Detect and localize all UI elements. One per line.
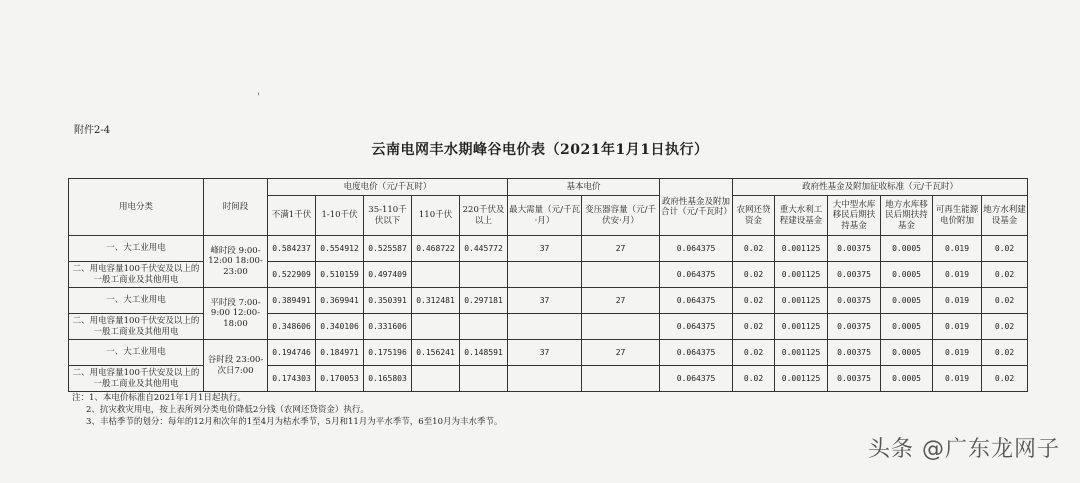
watermark: 头条 @广东龙网子 [868,437,1060,462]
demand-price-cell: 37 [508,288,582,314]
energy-price-cell: 0.369941 [316,288,364,314]
transformer-price-cell: 27 [582,236,660,262]
surcharge-total-cell: 0.064375 [660,366,733,392]
tariff-table-body [69,236,1028,392]
surcharge-fee-cell: 0.02 [982,262,1028,288]
energy-price-cell: 0.148591 [460,340,508,366]
energy-price-cell: 0.174303 [268,366,316,392]
surcharge-fee-cell: 0.019 [933,236,982,262]
surcharge-fee-cell: 0.0005 [881,236,933,262]
header-surcharge-group: 政府性基金及附加征收标准（元/千瓦时） [733,179,1028,196]
surcharge-fee-cell: 0.02 [733,366,775,392]
time-period-cell: 谷时段 23:00-次日7:00 [204,340,268,392]
transformer-price-cell: 27 [582,288,660,314]
header-energy-col: 1-10千伏 [316,196,364,236]
surcharge-fee-cell: 0.019 [933,366,982,392]
surcharge-fee-cell: 0.00375 [828,288,881,314]
energy-price-cell: 0.297181 [460,288,508,314]
demand-price-cell [508,366,582,392]
energy-price-cell: 0.156241 [412,340,460,366]
document-title: 云南电网丰水期峰谷电价表（2021年1月1日执行） [371,142,709,158]
category-cell: 二、用电容量100千伏安及以上的一般工商业及其他用电 [69,366,204,392]
surcharge-fee-cell: 0.00375 [828,236,881,262]
energy-price-cell: 0.350391 [364,288,412,314]
energy-price-cell: 0.522909 [268,262,316,288]
time-period-cell: 峰时段 9:00-12:00 18:00-23:00 [204,236,268,288]
energy-price-cell: 0.340106 [316,314,364,340]
header-surcharge-col: 重大水利工程建设基金 [775,196,828,236]
header-capacity-col: 变压器容量（元/千伏安·月） [582,196,660,236]
surcharge-fee-cell: 0.019 [933,262,982,288]
surcharge-fee-cell: 0.0005 [881,314,933,340]
category-cell: 一、大工业用电 [69,340,204,366]
header-time-period: 时间段 [204,179,268,236]
surcharge-fee-cell: 0.0005 [881,340,933,366]
surcharge-fee-cell: 0.0005 [881,262,933,288]
note-line: 注：1、本电价标准自2021年1月1日起执行。 [72,393,246,403]
surcharge-fee-cell: 0.02 [733,314,775,340]
tariff-table [68,178,1028,392]
header-surcharge-col: 可再生能源电价附加 [933,196,982,236]
header-surcharge-col: 农网还贷资金 [733,196,775,236]
energy-price-cell: 0.554912 [316,236,364,262]
transformer-price-cell [582,314,660,340]
energy-price-cell: 0.445772 [460,236,508,262]
surcharge-total-cell: 0.064375 [660,340,733,366]
energy-price-cell: 0.348606 [268,314,316,340]
surcharge-fee-cell: 0.019 [933,288,982,314]
category-cell: 一、大工业用电 [69,236,204,262]
energy-price-cell [412,314,460,340]
category-cell: 一、大工业用电 [69,288,204,314]
surcharge-fee-cell: 0.019 [933,314,982,340]
note-line: 2、抗灾救灾用电，按上表所列分类电价降低2分钱（农网还贷资金）执行。 [86,405,369,415]
category-cell: 二、用电容量100千伏安及以上的一般工商业及其他用电 [69,314,204,340]
energy-price-cell: 0.584237 [268,236,316,262]
energy-price-cell [460,314,508,340]
surcharge-fee-cell: 0.001125 [775,314,828,340]
surcharge-total-cell: 0.064375 [660,262,733,288]
header-capacity-group: 基本电价 [508,179,660,196]
energy-price-cell: 0.389491 [268,288,316,314]
surcharge-fee-cell: 0.00375 [828,340,881,366]
surcharge-fee-cell: 0.019 [933,340,982,366]
notes [72,392,503,428]
surcharge-fee-cell: 0.00375 [828,262,881,288]
surcharge-total-cell: 0.064375 [660,288,733,314]
header-surcharge-col: 大中型水库移民后期扶持基金 [828,196,881,236]
surcharge-fee-cell: 0.02 [733,340,775,366]
demand-price-cell [508,314,582,340]
energy-price-cell [460,366,508,392]
demand-price-cell: 37 [508,340,582,366]
surcharge-total-cell: 0.064375 [660,314,733,340]
surcharge-fee-cell: 0.001125 [775,262,828,288]
surcharge-fee-cell: 0.001125 [775,340,828,366]
header-energy-col: 110千伏 [412,196,460,236]
time-period-cell: 平时段 7:00-9:00 12:00-18:00 [204,288,268,340]
surcharge-fee-cell: 0.0005 [881,366,933,392]
surcharge-fee-cell: 0.02 [982,314,1028,340]
surcharge-fee-cell: 0.02 [733,288,775,314]
demand-price-cell [508,262,582,288]
surcharge-fee-cell: 0.001125 [775,236,828,262]
surcharge-total-cell: 0.064375 [660,236,733,262]
transformer-price-cell [582,366,660,392]
header-energy-col: 220千伏及以上 [460,196,508,236]
transformer-price-cell: 27 [582,340,660,366]
surcharge-fee-cell: 0.00375 [828,314,881,340]
energy-price-cell: 0.194746 [268,340,316,366]
energy-price-cell [412,366,460,392]
energy-price-cell [460,262,508,288]
energy-price-cell: 0.312481 [412,288,460,314]
transformer-price-cell [582,262,660,288]
energy-price-cell [412,262,460,288]
attachment-label: 附件2-4 [74,125,111,136]
surcharge-fee-cell: 0.001125 [775,366,828,392]
header-surcharge-total: 政府性基金及附加合计（元/千瓦时） [660,179,733,236]
surcharge-fee-cell: 0.02 [982,340,1028,366]
surcharge-fee-cell: 0.02 [982,236,1028,262]
energy-price-cell: 0.170053 [316,366,364,392]
energy-price-cell: 0.175196 [364,340,412,366]
surcharge-fee-cell: 0.02 [733,262,775,288]
header-energy-col: 35-110千伏以下 [364,196,412,236]
surcharge-fee-cell: 0.02 [982,366,1028,392]
energy-price-cell: 0.468722 [412,236,460,262]
demand-price-cell: 37 [508,236,582,262]
energy-price-cell: 0.525587 [364,236,412,262]
surcharge-fee-cell: 0.00375 [828,366,881,392]
energy-price-cell: 0.165803 [364,366,412,392]
header-surcharge-col: 地方水库移民后期扶持基金 [881,196,933,236]
energy-price-cell: 0.497409 [364,262,412,288]
surcharge-fee-cell: 0.02 [982,288,1028,314]
surcharge-fee-cell: 0.001125 [775,288,828,314]
table-row [69,340,1028,366]
surcharge-fee-cell: 0.02 [733,236,775,262]
note-line: 3、丰枯季节的划分：每年的12月和次年的1至4月为枯水季节，5月和11月为平水季节，6至10月为丰水季节。 [86,417,503,427]
header-surcharge-col: 地方水利建设基金 [982,196,1028,236]
category-cell: 二、用电容量100千伏安及以上的一般工商业及其他用电 [69,262,204,288]
scan-mark: ' [257,92,260,103]
energy-price-cell: 0.510159 [316,262,364,288]
surcharge-fee-cell: 0.0005 [881,288,933,314]
header-capacity-col: 最大需量（元/千瓦·月） [508,196,582,236]
header-energy-group: 电度电价（元/千瓦时） [268,179,508,196]
table-row [69,236,1028,262]
header-category: 用电分类 [69,179,204,236]
header-energy-col: 不满1千伏 [268,196,316,236]
energy-price-cell: 0.331606 [364,314,412,340]
energy-price-cell: 0.184971 [316,340,364,366]
table-row [69,288,1028,314]
